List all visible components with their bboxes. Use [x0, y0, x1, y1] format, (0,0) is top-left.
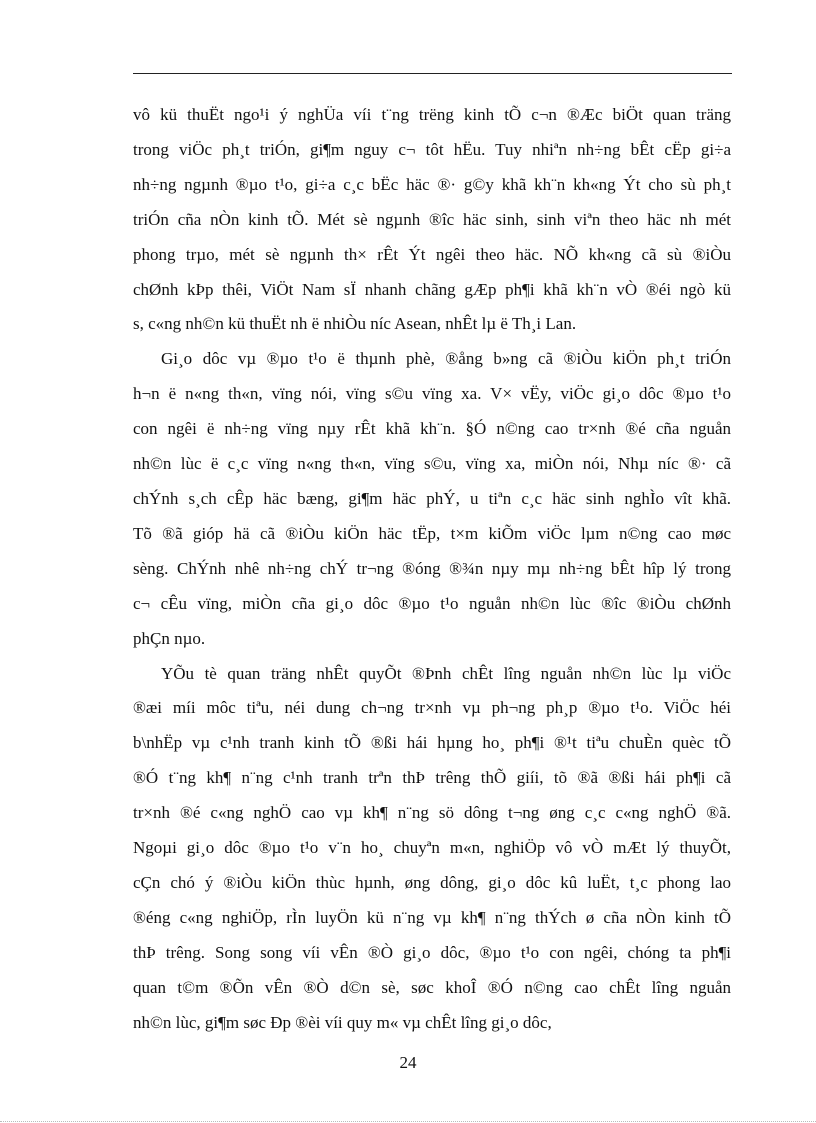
- paragraph: [133, 342, 731, 656]
- text-line: b\nhËp vµ c¹nh tranh kinh tÕ ®ßi hái hµng ho¸ ph¶i ®¹t tiªu chuÈn quèc tÕ: [133, 733, 731, 753]
- text-line: trong viÖc ph¸t triÓn, gi¶m nguy c¬ tôt hËu. Tuy nhiªn nh÷ng bÊt cËp gi÷a: [133, 139, 731, 159]
- text-line: phong trµo, mét sè ngµnh th× rÊt Ýt ngêi theo häc. NÕ kh«ng cã sù ®iÒu: [133, 244, 731, 264]
- text-line: sèng. ChÝnh nhê nh÷ng chÝ tr¬ng ®óng ®¾n nµy mµ nh÷ng bÊt hîp lý trong: [133, 558, 731, 578]
- text-line: con ngêi ë nh÷ng vïng nµy rÊt khã kh¨n. §Ó n©ng cao tr×nh ®é cña nguån: [133, 419, 731, 439]
- text-line: nh÷ng ngµnh ®µo t¹o, gi÷a c¸c bËc häc ®· g©y khã kh¨n kh«ng Ýt cho sù ph¸t: [133, 174, 731, 194]
- text-line: thÞ trêng. Song song víi vÊn ®Ò gi¸o dôc, ®µo t¹o con ngêi, chóng ta ph¶i: [133, 942, 731, 962]
- text-line: triÓn cña nÒn kinh tÕ. Mét sè ngµnh ®îc häc sinh, sinh viªn theo häc nh mét: [133, 209, 731, 229]
- page-bottom-edge: [0, 1121, 816, 1122]
- text-line: h¬n ë n«ng th«n, vïng nói, vïng s©u vïng xa. V× vËy, viÖc gi¸o dôc ®µo t¹o: [133, 384, 731, 404]
- page-number: 24: [399, 1053, 417, 1072]
- text-line: c¬ cÊu vïng, miÒn cña gi¸o dôc ®µo t¹o nguån nh©n lùc ®îc ®iÒu chØnh: [133, 593, 731, 613]
- text-line: phÇn nµo.: [133, 628, 206, 648]
- text-line: chØnh kÞp thêi, ViÖt Nam sÏ nhanh chãng gÆp ph¶i khã kh¨n vÒ ®éi ngò kü: [133, 279, 731, 299]
- text-line: Tõ ®ã gióp hä cã ®iÒu kiÖn häc tËp, t×m kiÕm viÖc lµm n©ng cao møc: [133, 523, 731, 543]
- text-line: nh©n lùc ë c¸c vïng n«ng th«n, vïng s©u, vïng xa, miÒn nói, Nhµ níc ®· cã: [133, 454, 731, 474]
- header-rule: [133, 73, 732, 74]
- text-line: vô kü thuËt ngo¹i ý nghÜa víi t¨ng trëng kinh tÕ c¬n ®Æc biÖt quan träng: [133, 105, 731, 124]
- text-line: chÝnh s¸ch cÊp häc bæng, gi¶m häc phÝ, u tiªn c¸c häc sinh nghÌo vît khã.: [133, 488, 731, 508]
- text-line: quan t©m ®Õn vÊn ®Ò d©n sè, søc khoÎ ®Ó n©ng cao chÊt lîng nguån: [133, 977, 731, 997]
- text-line: s, c«ng nh©n kü thuËt nh ë nhiÒu níc Asean, nhÊt lµ ë Th¸i Lan.: [133, 314, 577, 334]
- text-line: YÕu tè quan träng nhÊt quyÕt ®Þnh chÊt lîng nguån nh©n lùc lµ viÖc: [161, 663, 731, 683]
- body-text: [133, 98, 731, 1040]
- text-line: nh©n lùc, gi¶m søc Ðp ®èi víi quy m« vµ chÊt lîng gi¸o dôc,: [133, 1012, 552, 1032]
- paragraph: [133, 98, 731, 342]
- text-line: ®æi míi môc tiªu, néi dung ch¬ng tr×nh vµ ph¬ng ph¸p ®µo t¹o. ViÖc héi: [133, 698, 731, 718]
- text-line: ®Ó t¨ng kh¶ n¨ng c¹nh tranh trªn thÞ trêng thÕ giíi, tõ ®ã ®ßi hái ph¶i cã: [133, 768, 731, 788]
- text-line: Ngoµi gi¸o dôc ®µo t¹o v¨n ho¸ chuyªn m«n, nghiÖp vô vÒ mÆt lý thuyÕt,: [133, 838, 731, 858]
- text-line: Gi¸o dôc vµ ®µo t¹o ë thµnh phè, ®ång b»ng cã ®iÒu kiÖn ph¸t triÓn: [161, 349, 731, 369]
- text-line: tr×nh ®é c«ng nghÖ cao vµ kh¶ n¨ng sö dông t¬ng øng c¸c c«ng nghÖ ®ã.: [133, 803, 731, 823]
- paragraph: [133, 657, 731, 1041]
- text-line: cÇn chó ý ®iÒu kiÖn thùc hµnh, øng dông, gi¸o dôc kû luËt, t¸c phong lao: [133, 872, 731, 892]
- text-line: ®éng c«ng nghiÖp, rÌn luyÖn kü n¨ng vµ kh¶ n¨ng thÝch ø cña nÒn kinh tÕ: [133, 907, 731, 927]
